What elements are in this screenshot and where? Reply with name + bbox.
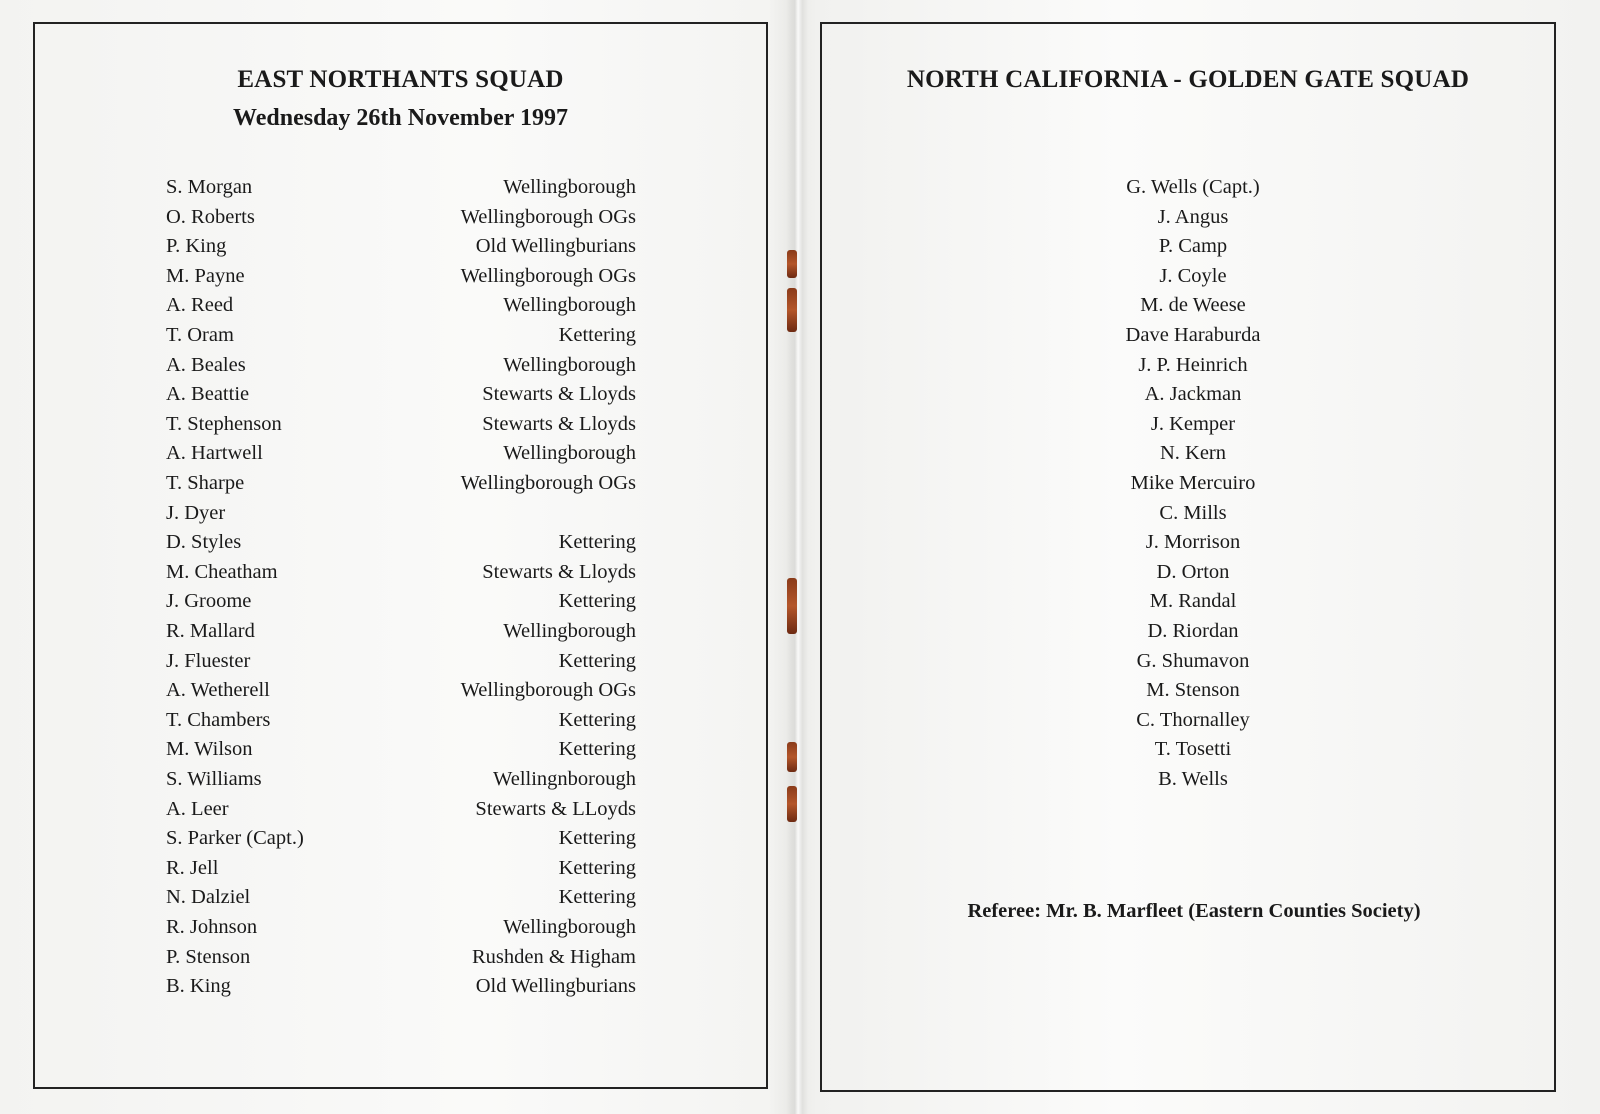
- list-item: J. Angus: [1157, 205, 1229, 228]
- list-item: M. Stenson: [1146, 679, 1240, 702]
- player-club: Old Wellingburians: [475, 975, 636, 998]
- list-item: Dave Haraburda: [1125, 324, 1261, 346]
- player-club: Wellingborough: [503, 294, 636, 317]
- table-row: [35, 589, 766, 613]
- table-row: [35, 885, 766, 909]
- player-name: T. Sharpe: [166, 472, 245, 494]
- staple: [787, 786, 797, 822]
- table-row: [35, 471, 766, 495]
- player-club: Stewarts & Lloyds: [482, 412, 636, 435]
- player-name: A. Reed: [166, 294, 234, 317]
- table-row: [35, 323, 766, 347]
- table-row: [35, 826, 766, 850]
- player-name: J. Fluester: [166, 649, 251, 672]
- right-page: [820, 22, 1556, 1092]
- player-name: T. Chambers: [166, 708, 271, 731]
- player-club: Wellingborough OGs: [460, 679, 636, 702]
- table-row: [35, 737, 766, 761]
- list-item: B. Wells: [1158, 768, 1228, 790]
- table-row: [35, 293, 766, 317]
- table-row: [35, 205, 766, 229]
- staple: [787, 288, 797, 332]
- table-row: [35, 945, 766, 969]
- left-page-subtitle: Wednesday 26th November 1997: [233, 105, 568, 131]
- player-club: Wellingborough OGs: [460, 264, 636, 287]
- list-item: G. Wells (Capt.): [1126, 176, 1260, 198]
- table-row: [35, 441, 766, 465]
- player-club: Wellingborough: [503, 916, 636, 938]
- player-club: Kettering: [558, 827, 636, 850]
- list-item: J. Kemper: [1150, 412, 1236, 435]
- player-name: P. King: [166, 235, 227, 258]
- list-item: C. Thornalley: [1136, 708, 1250, 731]
- list-item: C. Mills: [1159, 501, 1227, 524]
- player-name: N. Dalziel: [166, 886, 251, 909]
- table-row: [35, 974, 766, 998]
- player-club: Wellingborough OGs: [460, 205, 636, 228]
- player-club: Kettering: [558, 324, 636, 346]
- player-name: P. Stenson: [166, 945, 251, 968]
- player-name: J. Dyer: [166, 501, 226, 524]
- table-row: [35, 501, 766, 525]
- player-club: Kettering: [558, 649, 636, 672]
- right-page-title: NORTH CALIFORNIA - GOLDEN GATE SQUAD: [906, 66, 1470, 93]
- table-row: [35, 412, 766, 436]
- player-club: Old Wellingburians: [475, 235, 636, 258]
- player-name: B. King: [166, 975, 231, 998]
- table-row: [35, 708, 766, 732]
- table-row: [35, 382, 766, 406]
- player-club: Kettering: [558, 708, 636, 731]
- player-club: Kettering: [558, 531, 636, 554]
- list-item: J. Coyle: [1159, 264, 1227, 287]
- player-name: O. Roberts: [166, 205, 255, 228]
- table-row: [35, 264, 766, 288]
- referee-line: Referee: Mr. B. Marfleet (Eastern Counties Society): [967, 900, 1421, 922]
- player-name: M. Payne: [166, 264, 245, 287]
- player-club: Wellingnborough: [493, 768, 636, 790]
- player-name: M. Cheatham: [166, 560, 278, 583]
- player-name: A. Hartwell: [166, 442, 263, 465]
- staple: [787, 578, 797, 634]
- player-club: Stewarts & LLoyds: [475, 797, 636, 820]
- player-name: S. Morgan: [166, 176, 253, 198]
- list-item: D. Orton: [1156, 560, 1230, 583]
- page-fold: [786, 0, 808, 1114]
- player-name: A. Beales: [166, 353, 246, 376]
- player-club: Wellingborough: [503, 176, 636, 198]
- list-item: M. Randal: [1149, 590, 1237, 613]
- player-club: Stewarts & Lloyds: [482, 383, 636, 406]
- player-club: Kettering: [558, 886, 636, 909]
- player-name: J. Groome: [166, 590, 252, 613]
- left-page-title: EAST NORTHANTS SQUAD: [237, 66, 564, 93]
- player-name: R. Mallard: [166, 620, 255, 642]
- player-club: Kettering: [558, 856, 636, 879]
- player-name: M. Wilson: [166, 738, 253, 761]
- player-name: T. Oram: [166, 324, 234, 346]
- list-item: J. Morrison: [1145, 531, 1241, 554]
- table-row: [35, 234, 766, 258]
- table-row: [35, 856, 766, 880]
- list-item: G. Shumavon: [1136, 649, 1250, 672]
- list-item: M. de Weese: [1140, 294, 1246, 317]
- player-club: Kettering: [558, 738, 636, 761]
- player-club: Kettering: [558, 590, 636, 613]
- table-row: [35, 353, 766, 377]
- player-name: D. Styles: [166, 531, 242, 554]
- player-name: A. Beattie: [166, 383, 250, 406]
- list-item: P. Camp: [1158, 235, 1228, 258]
- player-club: Wellingborough: [503, 353, 636, 376]
- player-name: S. Parker (Capt.): [166, 827, 304, 850]
- table-row: [35, 797, 766, 821]
- table-row: [35, 767, 766, 791]
- list-item: N. Kern: [1159, 442, 1227, 465]
- player-name: R. Johnson: [166, 916, 258, 938]
- staple: [787, 742, 797, 772]
- table-row: [35, 678, 766, 702]
- player-club: Stewarts & Lloyds: [482, 560, 636, 583]
- player-club: Wellingborough OGs: [460, 472, 636, 494]
- table-row: [35, 915, 766, 939]
- player-name: A. Leer: [166, 797, 229, 820]
- player-name: T. Stephenson: [166, 412, 282, 435]
- table-row: [35, 560, 766, 584]
- player-name: A. Wetherell: [166, 679, 270, 702]
- player-club: Rushden & Higham: [472, 945, 636, 968]
- table-row: [35, 619, 766, 643]
- player-name: R. Jell: [166, 856, 219, 879]
- player-club: Wellingborough: [503, 620, 636, 642]
- list-item: T. Tosetti: [1154, 738, 1232, 761]
- list-item: D. Riordan: [1147, 620, 1239, 642]
- left-page: [33, 22, 768, 1089]
- list-item: A. Jackman: [1144, 383, 1242, 406]
- player-club: Wellingborough: [503, 442, 636, 465]
- list-item: Mike Mercuiro: [1130, 472, 1256, 494]
- player-name: S. Williams: [166, 768, 262, 790]
- staple: [787, 250, 797, 278]
- list-item: J. P. Heinrich: [1138, 353, 1248, 376]
- table-row: [35, 175, 766, 199]
- table-row: [35, 649, 766, 673]
- table-row: [35, 530, 766, 554]
